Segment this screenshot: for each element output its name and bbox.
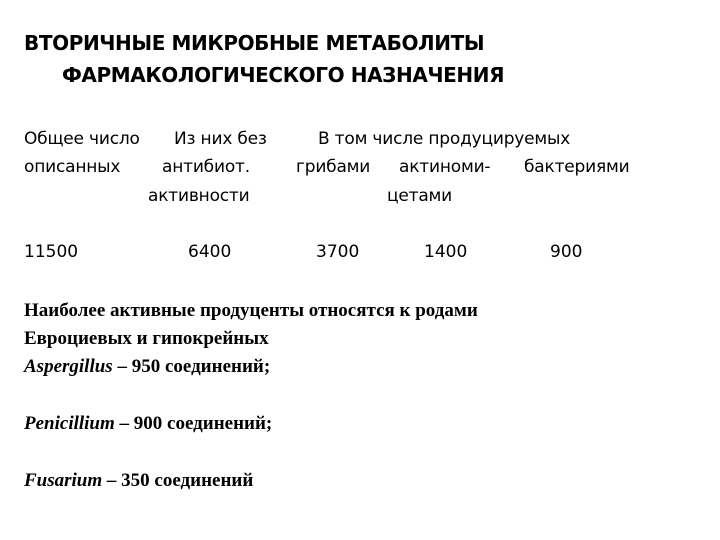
header-total-line-1: Общее число — [24, 129, 140, 149]
value-fungi: 3700 — [316, 242, 360, 262]
slide-title-line-1: ВТОРИЧНЫЕ МИКРОБНЫЕ МЕТАБОЛИТЫ — [24, 31, 485, 55]
header-bacteria: бактериями — [524, 157, 630, 177]
genus-count: – 950 соединений; — [112, 356, 271, 377]
value-inactive: 6400 — [188, 242, 232, 262]
notes-intro-line-1: Наиболее активные продуценты относятся к родами — [24, 300, 478, 321]
genus-count: – 350 соединений — [102, 470, 254, 491]
header-fungi: грибами — [296, 157, 371, 177]
header-inactive-line-1: Из них без — [174, 129, 267, 149]
header-inactive-line-2: антибиот. — [162, 157, 250, 177]
header-produced-group: В том числе продуцируемых — [318, 129, 571, 149]
notes-intro-line-2: Евроциевых и гипокрейных — [24, 328, 269, 349]
header-actinomycetes-line-2: цетами — [387, 186, 453, 206]
genus-penicillium-line — [24, 413, 272, 435]
genus-aspergillus-line — [24, 356, 270, 378]
value-bacteria: 900 — [550, 242, 583, 262]
header-inactive-line-3: активности — [148, 186, 250, 206]
genus-name: Aspergillus — [24, 356, 113, 377]
slide-title-line-2: ФАРМАКОЛОГИЧЕСКОГО НАЗНАЧЕНИЯ — [62, 63, 505, 87]
genus-name: Fusarium — [24, 470, 103, 491]
value-total: 11500 — [24, 242, 79, 262]
genus-name: Penicillium — [24, 413, 115, 434]
header-actinomycetes-line-1: актиноми- — [399, 157, 491, 177]
genus-fusarium-line — [24, 470, 253, 492]
genus-count: – 900 соединений; — [114, 413, 273, 434]
value-actinomycetes: 1400 — [424, 242, 468, 262]
header-total-line-2: описанных — [24, 157, 121, 177]
